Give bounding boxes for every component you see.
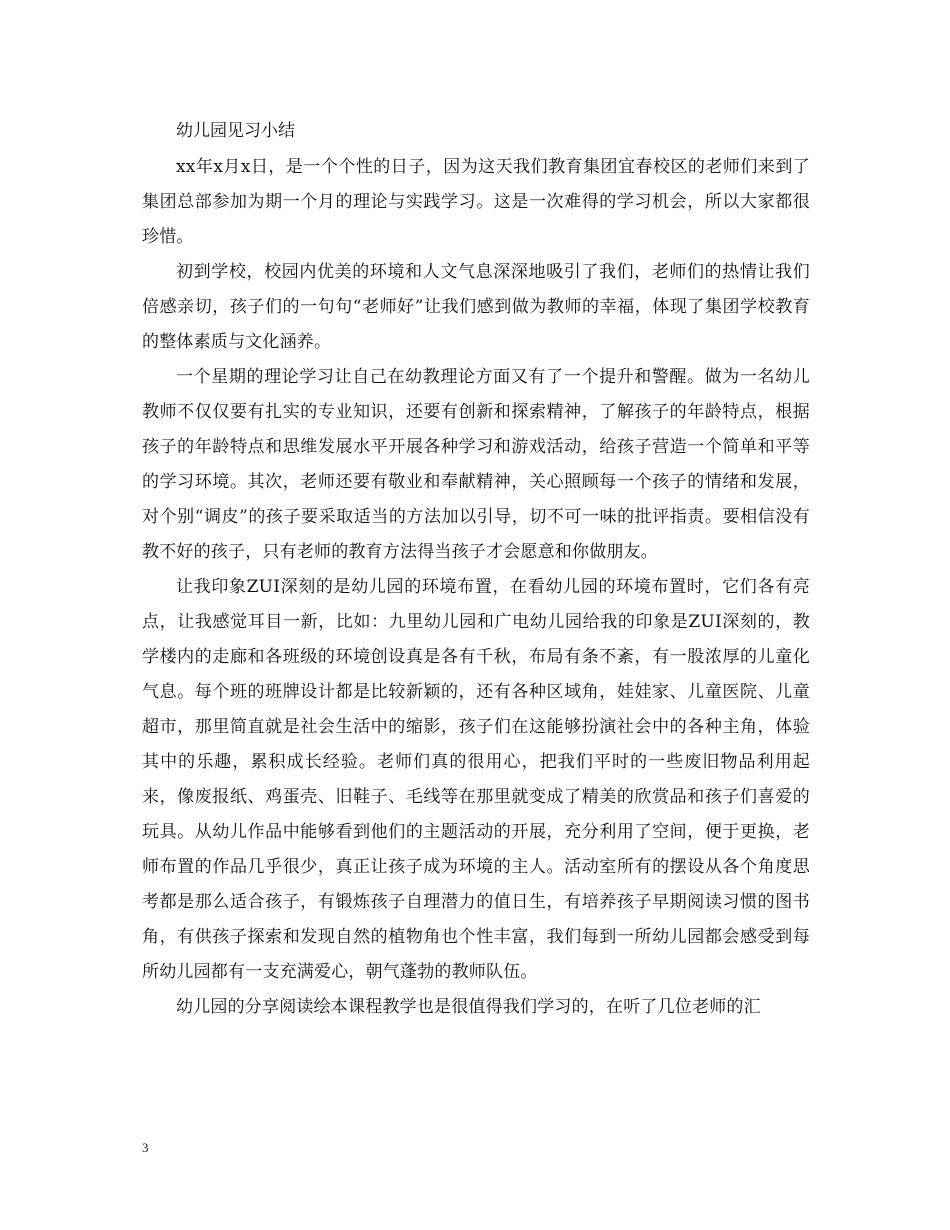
- document-title: 幼儿园见习小结: [176, 121, 295, 141]
- paragraph-1: xx年x月x日，是一个个性的日子，因为这天我们教育集团宜春校区的老师们来到了集团总部参加为期一个月的理论与实践学习。这是一次难得的学习机会，所以大家都很珍惜。: [142, 157, 810, 247]
- page-number: 3: [142, 1140, 149, 1155]
- paragraph-3: 一个星期的理论学习让自己在幼教理论方面又有了一个提升和警醒。做为一名幼儿教师不仅仅要有扎实的专业知识，还要有创新和探索精神，了解孩子的年龄特点，根据孩子的年龄特点和思维发展水平开展各种学习和游戏活动，给孩子营造一个简单和平等的学习环境。其次，老师还要有敬业和奉献精神，关心照顾每一个孩子的情绪和发展，对个别“调皮”的孩子要采取适当的方法加以引导，切不可一味的批评指责。要相信没有教不好的孩子，只有老师的教育方法得当孩子才会愿意和你做朋友。: [142, 367, 810, 562]
- paragraph-5: 幼儿园的分享阅读绘本课程教学也是很值得我们学习的，在听了几位老师的汇: [176, 997, 761, 1017]
- document-body: [142, 118, 810, 1025]
- paragraph-4: 让我印象ZUI深刻的是幼儿园的环境布置，在看幼儿园的环境布置时，它们各有亮点，让我感觉耳目一新，比如：九里幼儿园和广电幼儿园给我的印象是ZUI深刻的，教学楼内的走廊和各班级的环境创设真是各有千秋，布局有条不紊，有一股浓厚的儿童化气息。每个班的班牌设计都是比较新颖的，还有各种区域角，娃娃家、儿童医院、儿童超市，那里简直就是社会生活中的缩影，孩子们在这能够扮演社会中的各种主角，体验其中的乐趣，累积成长经验。老师们真的很用心，把我们平时的一些废旧物品利用起来，像废报纸、鸡蛋壳、旧鞋子、毛线等在那里就变成了精美的欣赏品和孩子们喜爱的玩具。从幼儿作品中能够看到他们的主题活动的开展，充分利用了空间，便于更换，老师布置的作品几乎很少，真正让孩子成为环境的主人。活动室所有的摆设从各个角度思考都是那么适合孩子，有锻炼孩子自理潜力的值日生，有培养孩子早期阅读习惯的图书角，有供孩子探索和发现自然的植物角也个性丰富，我们每到一所幼儿园都会感受到每所幼儿园都有一支充满爱心，朝气蓬勃的教师队伍。: [142, 577, 810, 982]
- paragraph-2: 初到学校，校园内优美的环境和人文气息深深地吸引了我们，老师们的热情让我们倍感亲切，孩子们的一句句“老师好”让我们感到做为教师的幸福，体现了集团学校教育的整体素质与文化涵养。: [142, 262, 810, 352]
